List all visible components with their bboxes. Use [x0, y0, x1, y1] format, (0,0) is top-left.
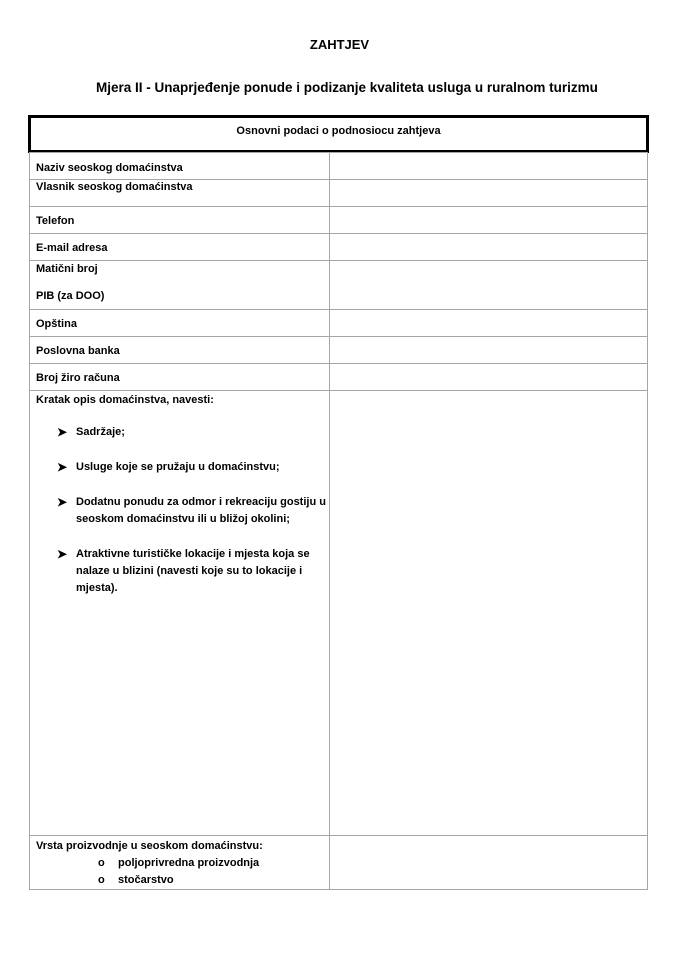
production-cell	[30, 836, 330, 890]
field-value-telefon[interactable]	[330, 207, 648, 234]
production-option-1: o poljoprivredna proizvodnja	[36, 855, 329, 872]
field-value-description[interactable]	[330, 391, 648, 836]
arrow-bullet-icon: ➤	[57, 495, 68, 509]
table-row	[30, 261, 648, 310]
production-option-2: o stočarstvo	[36, 872, 329, 889]
list-item: ➤ Usluge koje se pružaju u domaćinstvu;	[57, 460, 280, 474]
table-row	[30, 153, 648, 180]
arrow-bullet-icon: ➤	[57, 425, 68, 439]
arrow-bullet-icon: ➤	[57, 547, 68, 561]
table-row	[30, 836, 648, 890]
table-row	[30, 310, 648, 337]
field-value-production[interactable]	[330, 836, 648, 890]
field-label-opstina: Opština	[30, 310, 330, 337]
table-row	[30, 364, 648, 391]
field-label-telefon: Telefon	[30, 207, 330, 234]
field-value-ziro[interactable]	[330, 364, 648, 391]
section-header: Osnovni podaci o podnosiocu zahtjeva	[236, 125, 441, 137]
field-value-naziv[interactable]	[330, 153, 648, 180]
field-label-email: E-mail adresa	[30, 234, 330, 261]
list-item: ➤ Atraktivne turističke lokacije i mjesta koja se nalaze u blizini (navesti koje su to lokacije i mjesta).	[57, 547, 310, 594]
page-subtitle: Mjera II - Unaprjeđenje ponude i podizanje kvaliteta usluga u ruralnom turizmu	[96, 80, 598, 95]
field-label-maticni: Matični broj	[36, 263, 98, 275]
field-value-email[interactable]	[330, 234, 648, 261]
section-header-box	[28, 115, 649, 153]
production-label: Vrsta proizvodnje u seoskom domaćinstvu:	[36, 840, 263, 852]
field-label-ziro: Broj žiro računa	[30, 364, 330, 391]
table-row	[30, 207, 648, 234]
field-value-vlasnik[interactable]	[330, 180, 648, 207]
description-cell	[30, 391, 330, 836]
field-value-opstina[interactable]	[330, 310, 648, 337]
page-title: ZAHTJEV	[309, 37, 370, 52]
field-label-banka: Poslovna banka	[30, 337, 330, 364]
table-row	[30, 391, 648, 836]
circle-bullet-icon: o	[98, 874, 105, 886]
description-label: Kratak opis domaćinstva, navesti:	[36, 394, 214, 406]
field-label-maticni-pib	[30, 261, 330, 310]
field-label-naziv: Naziv seoskog domaćinstva	[30, 153, 330, 180]
table-row	[30, 180, 648, 207]
list-item: ➤ Dodatnu ponudu za odmor i rekreaciju gostiju u seoskom domaćinstvu ili u bližoj okolini;	[57, 495, 326, 525]
field-label-vlasnik: Vlasnik seoskog domaćinstva	[30, 180, 330, 207]
field-value-banka[interactable]	[330, 337, 648, 364]
description-list	[36, 424, 329, 597]
list-item: ➤ Sadržaje;	[57, 425, 125, 439]
applicant-form-table	[29, 152, 648, 890]
circle-bullet-icon: o	[98, 857, 105, 869]
field-label-pib: PIB (za DOO)	[36, 290, 105, 302]
field-value-maticni-pib[interactable]	[330, 261, 648, 310]
table-row	[30, 337, 648, 364]
table-row	[30, 234, 648, 261]
arrow-bullet-icon: ➤	[57, 460, 68, 474]
